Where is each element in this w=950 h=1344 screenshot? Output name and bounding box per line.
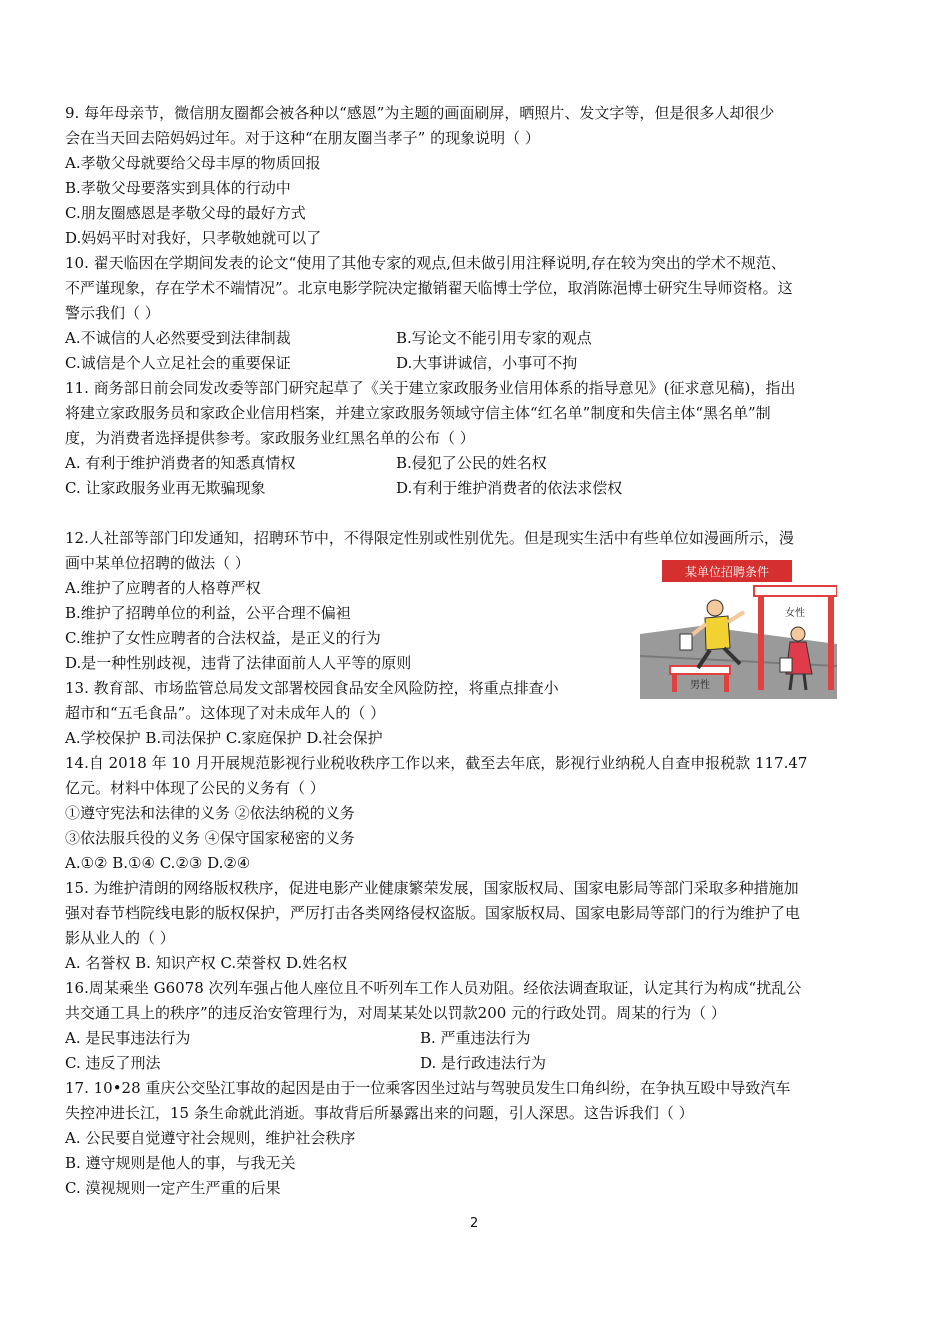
- q15-stem-line1: 15. 为维护清朗的网络版权秩序，促进电影产业健康繁荣发展，国家版权局、国家电影局等部门采取多种措施加: [65, 879, 799, 897]
- q12-stem-line2: 画中某单位招聘的做法（ ）: [65, 554, 250, 572]
- q15-options: A. 名誉权 B. 知识产权 C.荣誉权 D.姓名权: [65, 954, 348, 972]
- q17-option-b: B. 遵守规则是他人的事，与我无关: [65, 1154, 296, 1172]
- q12-option-c: C.维护了女性应聘者的合法权益，是正义的行为: [65, 629, 381, 647]
- q16-option-b: B. 严重违法行为: [420, 1029, 531, 1047]
- q11-option-c: C. 让家政服务业再无欺骗现象: [65, 479, 266, 497]
- q14-stem-line2: 亿元。材料中体现了公民的义务有（ ）: [65, 779, 325, 797]
- q10-option-c: C.诚信是个人立足社会的重要保证: [65, 354, 291, 372]
- q10-option-d: D.大事讲诚信，小事可不拘: [396, 354, 578, 372]
- q10-stem-line2: 不严谨现象，存在学术不端情况”。北京电影学院决定撤销翟天临博士学位，取消陈浥博士研究生导师资格。这: [65, 279, 793, 297]
- q16-stem-line1: 16.周某乘坐 G6078 次列车强占他人座位且不听列车工作人员劝阻。经依法调查取证，认定其行为构成“扰乱公: [65, 979, 802, 997]
- q11-stem-line3: 度，为消费者选择提供参考。家政服务业红黑名单的公布（ ）: [65, 429, 475, 447]
- q11-option-d: D.有利于维护消费者的依法求偿权: [396, 479, 623, 497]
- q12-option-b: B.维护了招聘单位的利益，公平合理不偏袒: [65, 604, 351, 622]
- q9-option-a: A.孝敬父母就要给父母丰厚的物质回报: [65, 154, 321, 172]
- q13-options: A.学校保护 B.司法保护 C.家庭保护 D.社会保护: [65, 729, 383, 747]
- q10-option-b: B.写论文不能引用专家的观点: [396, 329, 592, 347]
- q11-stem-line2: 将建立家政服务员和家政企业信用档案，并建立家政服务领域守信主体“红名单”制度和失信主体“黑名单”制: [65, 404, 771, 422]
- q10-stem-line1: 10. 翟天临因在学期间发表的论文“使用了其他专家的观点,但未做引用注释说明,存在较为突出的学术不规范、: [65, 254, 786, 272]
- q16-stem-line2: 共交通工具上的秩序”的违反治安管理行为，对周某某处以罚款200 元的行政处罚。周某的行为（ ）: [65, 1004, 726, 1022]
- q9-stem-line2: 会在当天回去陪妈妈过年。对于这种“在朋友圈当孝子” 的现象说明（ ）: [65, 129, 540, 147]
- q9-option-b: B.孝敬父母要落实到具体的行动中: [65, 179, 291, 197]
- hurdle-label-male: 男性: [690, 680, 710, 691]
- q12-stem-line1: 12.人社部等部门印发通知，招聘环节中，不得限定性别或性别优先。但是现实生活中有些单位如漫画所示，漫: [65, 529, 794, 547]
- q14-stem-line1: 14.自 2018 年 10 月开展规范影视行业税收秩序工作以来，截至去年底，影视行业纳税人自查申报税款 117.47: [65, 754, 808, 772]
- q9-option-d: D.妈妈平时对我好，只孝敬她就可以了: [65, 229, 322, 247]
- q16-option-d: D. 是行政违法行为: [420, 1054, 547, 1072]
- q12-option-d: D.是一种性别歧视，违背了法律面前人人平等的原则: [65, 654, 412, 672]
- q16-option-a: A. 是民事违法行为: [65, 1029, 191, 1047]
- gate-label-female: 女性: [785, 608, 805, 619]
- q16-option-c: C. 违反了刑法: [65, 1054, 161, 1072]
- q15-stem-line2: 强对春节档院线电影的版权保护，严厉打击各类网络侵权盗版。国家版权局、国家电影局等部门的行为维护了电: [65, 904, 801, 922]
- q14-items-2: ③依法服兵役的义务 ④保守国家秘密的义务: [65, 829, 355, 847]
- recruitment-cartoon: [640, 556, 837, 699]
- q15-stem-line3: 影从业人的（ ）: [65, 929, 175, 947]
- q11-stem-line1: 11. 商务部日前会同发改委等部门研究起草了《关于建立家政服务业信用体系的指导意见》(征求意见稿)，指出: [65, 379, 796, 397]
- q17-stem-line2: 失控冲进长江，15 条生命就此消逝。事故背后所暴露出来的问题，引人深思。这告诉我们（ ）: [65, 1104, 694, 1122]
- q17-option-c: C. 漠视规则一定产生严重的后果: [65, 1179, 281, 1197]
- q12-option-a: A.维护了应聘者的人格尊严权: [65, 579, 261, 597]
- page-number: 2: [470, 1216, 479, 1231]
- q17-stem-line1: 17. 10•28 重庆公交坠江事故的起因是由于一位乘客因坐过站与驾驶员发生口角纠纷，在争执互殴中导致汽车: [65, 1079, 791, 1097]
- q11-option-a: A. 有利于维护消费者的知悉真情权: [65, 454, 296, 472]
- q17-option-a: A. 公民要自觉遵守社会规则，维护社会秩序: [65, 1129, 356, 1147]
- q14-items-1: ①遵守宪法和法律的义务 ②依法纳税的义务: [65, 804, 355, 822]
- q13-stem-line2: 超市和“五毛食品”。这体现了对未成年人的（ ）: [65, 704, 386, 722]
- q10-option-a: A.不诚信的人必然要受到法律制裁: [65, 329, 291, 347]
- banner-text: 某单位招聘条件: [684, 565, 770, 579]
- q13-stem-line1: 13. 教育部、市场监管总局发文部署校园食品安全风险防控，将重点排查小: [65, 679, 559, 697]
- q9-option-c: C.朋友圈感恩是孝敬父母的最好方式: [65, 204, 306, 222]
- q9-stem-line1: 9. 每年母亲节，微信朋友圈都会被各种以“感恩”为主题的画面刷屏，晒照片、发文字等，但是很多人却很少: [65, 104, 775, 122]
- q14-options: A.①② B.①④ C.②③ D.②④: [65, 854, 251, 872]
- q10-stem-line3: 警示我们（ ）: [65, 304, 160, 322]
- q11-option-b: B.侵犯了公民的姓名权: [396, 454, 547, 472]
